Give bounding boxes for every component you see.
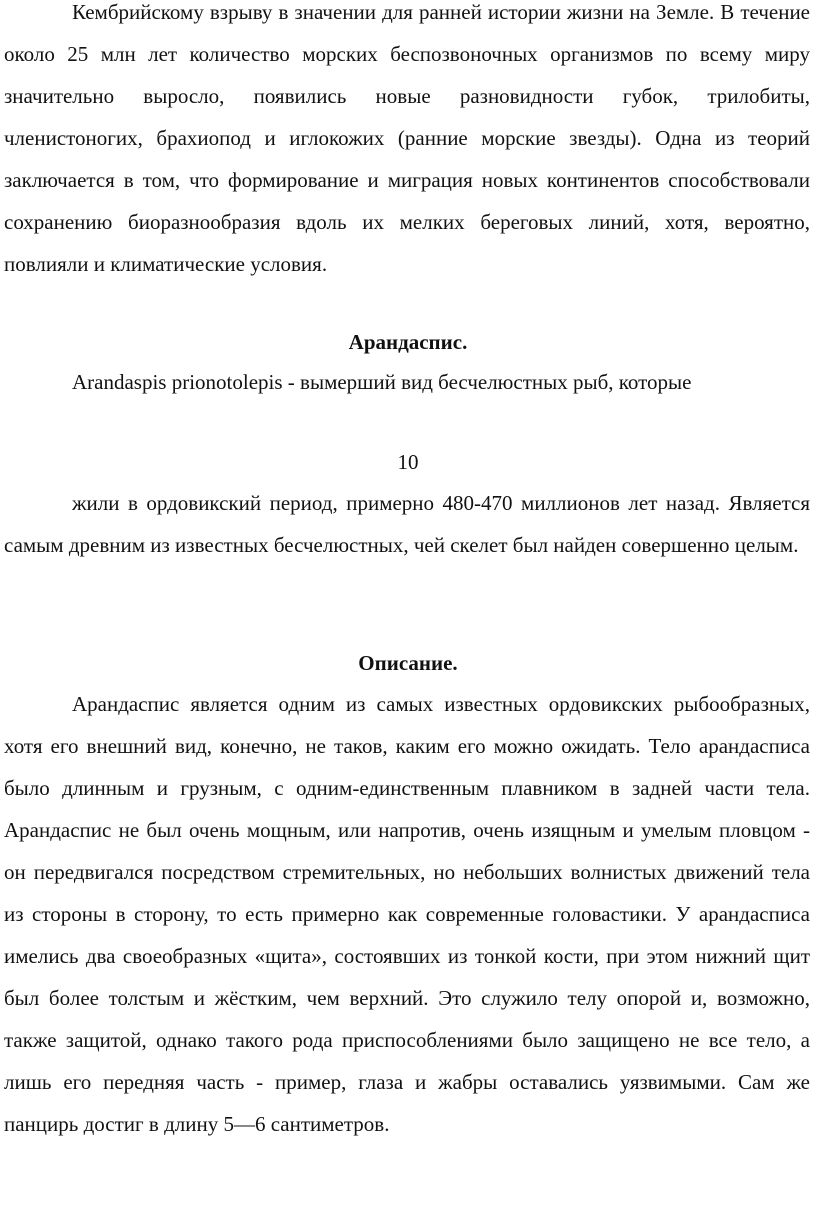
paragraph-cambrian: Кембрийскому взрыву в значении для ранней истории жизни на Земле. В течение около 25 млн лет количество морских беспозвоночных организмов по всему миру значительно выросло, появились новые разновидности губок, трилобиты, членистоногих, брахиопод и иглокожих (ранние морские звезды). Одна из теорий заключается в том, что формирование и миграция новых континентов способствовали сохранению биоразнообразия вдоль их мелких береговых линий, хотя, вероятно, повлияли и климатические условия. (4, 0, 810, 276)
paragraph-ordovician: жили в ордовикский период, примерно 480-470 миллионов лет назад. Является самым древним из известных бесчелюстных, чей скелет был найден совершенно целым. (4, 491, 810, 557)
page-number: 10 (397, 450, 419, 474)
arandaspis-section (4, 482, 810, 566)
heading-description: Описание. (358, 651, 458, 675)
intro-line: Arandaspis prionotolepis - вымерший вид бесчелюстных рыб, которые (72, 370, 692, 394)
description-section (4, 683, 810, 1145)
paragraph-description: Арандаспис является одним из самых известных ордовикских рыбообразных, хотя его внешний вид, конечно, не таков, каким его можно ожидать. Тело арандасписа было длинным и грузным, с одним-единственным плавником в задней части тела. Арандаспис не был очень мощным, или напротив, очень изящным и умелым пловцом - он передвигался посредством стремительных, но небольших волнистых движений тела из стороны в сторону, то есть примерно как современные головастики. У арандасписа имелись два своеобразных «щита», состоявших из тонкой кости, при этом нижний щит был более толстым и жёстким, чем верхний. Это служило телу опорой и, возможно, также защитой, однако такого рода приспособлениями было защищено не все тело, а лишь его передняя часть - пример, глаза и жабры оставались уязвимыми. Сам же панцирь достиг в длину 5—6 сантиметров. (4, 692, 810, 1136)
cambrian-section (4, 0, 810, 285)
heading-arandaspis: Арандаспис. (348, 330, 468, 354)
